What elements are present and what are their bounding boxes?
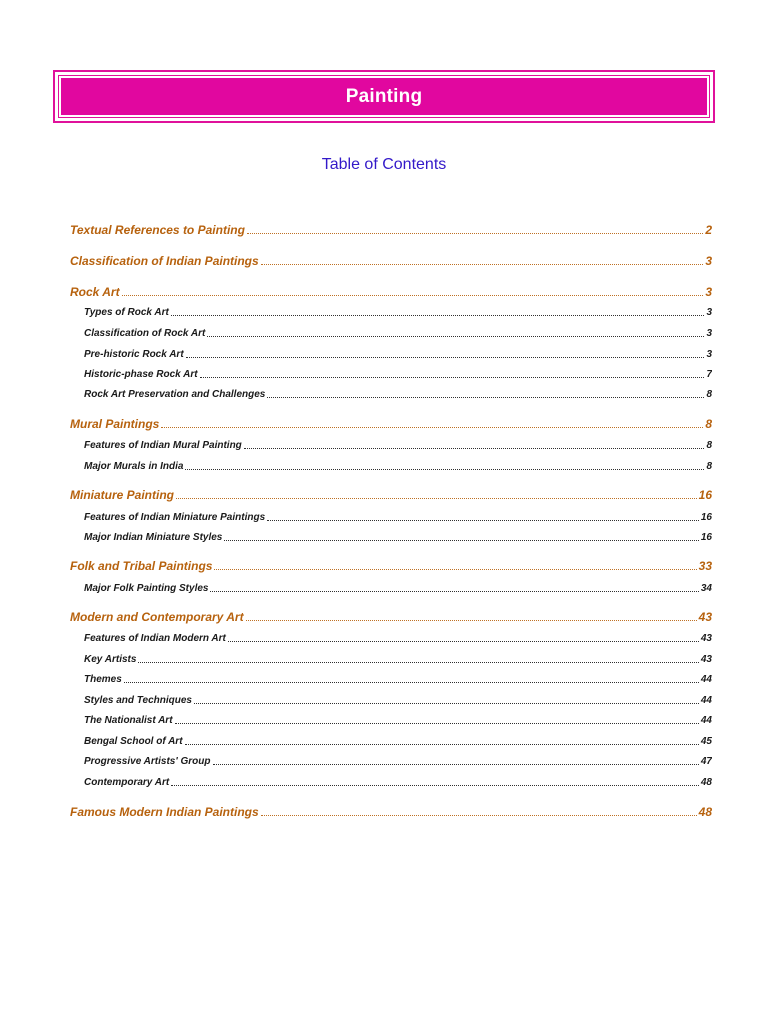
dot-leader — [228, 640, 699, 642]
toc-entry-title: Features of Indian Miniature Paintings — [84, 512, 266, 523]
toc-entry-rock-art[interactable] — [70, 281, 712, 299]
toc-entry-title: The Nationalist Art — [84, 715, 173, 726]
title-banner-fill — [59, 76, 709, 117]
toc-entry-major-miniature-styles[interactable] — [84, 529, 712, 543]
toc-entry-page: 44 — [700, 715, 712, 726]
toc-entry-page: 3 — [706, 349, 712, 360]
dot-leader — [207, 335, 704, 337]
dot-leader — [138, 661, 698, 663]
dot-leader — [267, 519, 699, 521]
toc-entry-mural-paintings[interactable] — [70, 413, 712, 431]
toc-entry-page: 7 — [706, 369, 712, 380]
toc-entry-page: 3 — [706, 307, 712, 318]
dot-leader — [171, 314, 705, 316]
toc-entry-modern-contemporary-art[interactable] — [70, 606, 712, 624]
toc-entry-major-folk-styles[interactable] — [84, 580, 712, 594]
toc-entry-styles-techniques[interactable] — [84, 692, 712, 706]
toc-entry-page: 3 — [705, 254, 712, 268]
toc-entry-major-murals-india[interactable] — [84, 458, 712, 472]
toc-entry-title: Themes — [84, 674, 122, 685]
dot-leader — [185, 743, 699, 745]
toc-entry-folk-tribal-paintings[interactable] — [70, 555, 712, 573]
dot-leader — [124, 681, 699, 683]
toc-entry-title: Pre-historic Rock Art — [84, 349, 184, 360]
dot-leader — [122, 294, 704, 296]
toc-entry-page: 44 — [700, 695, 712, 706]
toc-entry-page: 3 — [706, 328, 712, 339]
toc-entry-title: Mural Paintings — [70, 417, 160, 431]
toc-entry-textual-references[interactable] — [70, 219, 712, 237]
dot-leader — [261, 263, 704, 265]
title-banner — [53, 70, 715, 123]
dot-leader — [267, 396, 704, 398]
toc-entry-title: Progressive Artists' Group — [84, 756, 211, 767]
toc-entry-title: Folk and Tribal Paintings — [70, 559, 213, 573]
dot-leader — [213, 763, 699, 765]
dot-leader — [246, 619, 697, 621]
toc-entry-title: Classification of Indian Paintings — [70, 254, 259, 268]
toc-entry-page: 47 — [700, 756, 712, 767]
toc-entry-features-miniature-paintings[interactable] — [84, 509, 712, 523]
toc-entry-famous-modern-paintings[interactable] — [70, 801, 712, 819]
toc-entry-title: Modern and Contemporary Art — [70, 610, 244, 624]
toc-entry-miniature-painting[interactable] — [70, 484, 712, 502]
toc-entry-page: 16 — [700, 532, 712, 543]
toc-entry-prehistoric-rock-art[interactable] — [84, 346, 712, 360]
toc-entry-features-mural-painting[interactable] — [84, 437, 712, 451]
toc-entry-page: 43 — [700, 654, 712, 665]
toc-entry-page: 16 — [698, 488, 712, 502]
toc-entry-page: 33 — [698, 559, 712, 573]
toc-entry-page: 48 — [700, 777, 712, 788]
toc-entry-page: 34 — [700, 583, 712, 594]
toc-entry-title: Features of Indian Mural Painting — [84, 440, 242, 451]
dot-leader — [185, 468, 704, 470]
dot-leader — [200, 376, 705, 378]
toc-entry-page: 8 — [706, 440, 712, 451]
toc-entry-classification-indian-paintings[interactable] — [70, 250, 712, 268]
toc-entry-title: Major Murals in India — [84, 461, 184, 472]
toc-entry-contemporary-art[interactable] — [84, 774, 712, 788]
toc-entry-page: 8 — [706, 389, 712, 400]
toc-entry-title: Contemporary Art — [84, 777, 170, 788]
toc-heading: Table of Contents — [321, 156, 447, 173]
dot-leader — [171, 784, 699, 786]
dot-leader — [194, 702, 699, 704]
toc-entry-title: Textual References to Painting — [70, 223, 245, 237]
dot-leader — [214, 568, 696, 570]
toc-entry-classification-rock-art[interactable] — [84, 325, 712, 339]
document-title: Painting — [345, 85, 423, 107]
dot-leader — [247, 232, 703, 234]
dot-leader — [175, 722, 699, 724]
toc-entry-types-of-rock-art[interactable] — [84, 304, 712, 318]
toc-entry-bengal-school[interactable] — [84, 733, 712, 747]
toc-entry-title: Types of Rock Art — [84, 307, 169, 318]
dot-leader — [244, 447, 705, 449]
toc-entry-page: 16 — [700, 512, 712, 523]
toc-entry-title: Miniature Painting — [70, 488, 175, 502]
toc-entry-page: 43 — [698, 610, 712, 624]
toc-entry-title: Features of Indian Modern Art — [84, 633, 226, 644]
dot-leader — [261, 814, 697, 816]
toc-entry-page: 8 — [706, 461, 712, 472]
toc-entry-page: 2 — [705, 223, 712, 237]
toc-entry-title: Major Folk Painting Styles — [84, 583, 209, 594]
toc-entry-features-modern-art[interactable] — [84, 630, 712, 644]
toc-entry-title: Bengal School of Art — [84, 736, 183, 747]
dot-leader — [176, 497, 697, 499]
toc-entry-title: Classification of Rock Art — [84, 328, 206, 339]
toc-entry-title: Styles and Techniques — [84, 695, 192, 706]
toc-entry-page: 45 — [700, 736, 712, 747]
toc-entry-title: Historic-phase Rock Art — [84, 369, 198, 380]
toc-entry-title: Famous Modern Indian Paintings — [70, 805, 259, 819]
toc-entry-page: 3 — [705, 285, 712, 299]
toc-entry-page: 44 — [700, 674, 712, 685]
dot-leader — [186, 356, 705, 358]
toc-entry-progressive-artists-group[interactable] — [84, 753, 712, 767]
toc-entry-rock-art-preservation[interactable] — [84, 386, 712, 400]
toc-entry-key-artists[interactable] — [84, 651, 712, 665]
toc-entry-title: Rock Art Preservation and Challenges — [84, 389, 266, 400]
toc-entry-title: Major Indian Miniature Styles — [84, 532, 223, 543]
dot-leader — [161, 426, 703, 428]
dot-leader — [224, 539, 699, 541]
toc-entry-historic-phase-rock-art[interactable] — [84, 366, 712, 380]
dot-leader — [210, 590, 698, 592]
toc-entry-nationalist-art[interactable] — [84, 712, 712, 726]
toc-entry-themes[interactable] — [84, 671, 712, 685]
toc-entry-page: 43 — [700, 633, 712, 644]
toc-entry-page: 8 — [705, 417, 712, 431]
toc-entry-title: Key Artists — [84, 654, 137, 665]
toc-entry-title: Rock Art — [70, 285, 120, 299]
toc-entry-page: 48 — [698, 805, 712, 819]
